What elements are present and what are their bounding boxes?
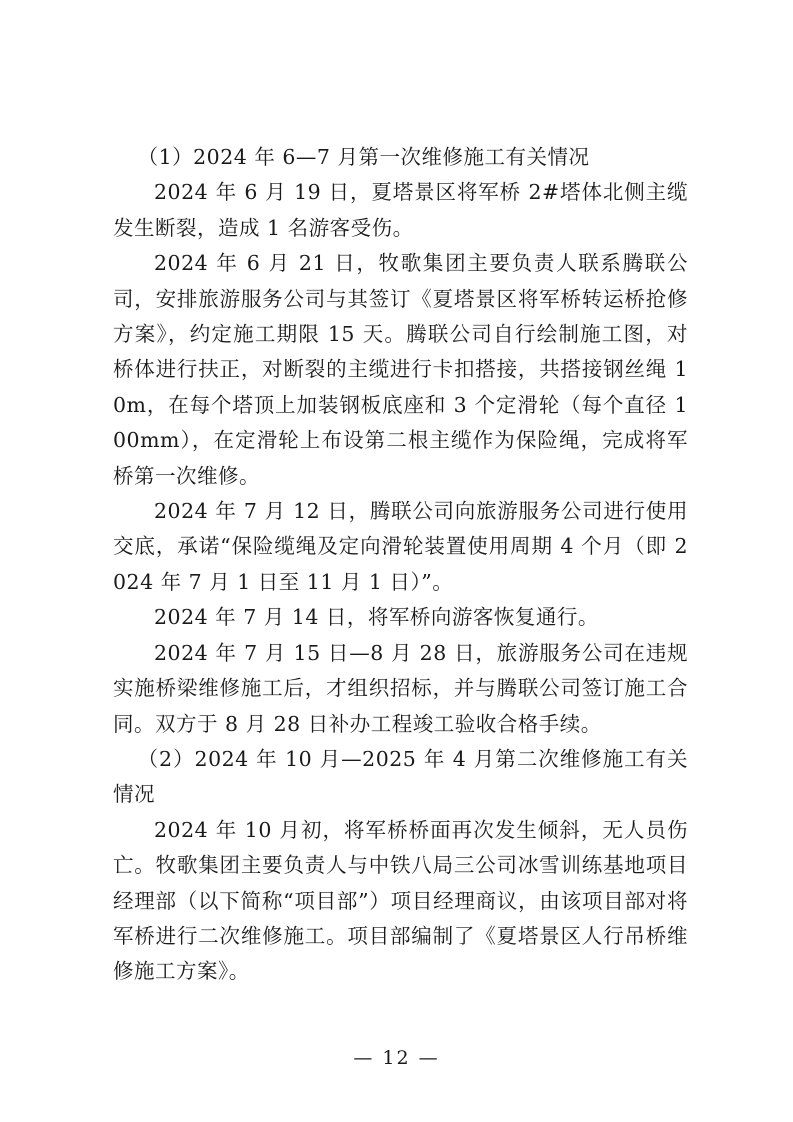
document-body [113, 140, 688, 990]
section-heading-1: （1）2024 年 6—7 月第一次维修施工有关情况 [137, 145, 590, 169]
section-heading-2: （2）2024 年 10 月—2025 年 4 月第二次维修施工有关情况 [113, 746, 688, 807]
body-paragraph: 2024 年 6 月 21 日，牧歌集团主要负责人联系腾联公司，安排旅游服务公司与其签订《夏塔景区将军桥转运桥抢修方案》，约定施工期限 15 天。腾联公司自行绘制施工图，对桥体进行扶正，对断裂的主缆进行卡扣搭接，共搭接钢丝绳 10m，在每个塔顶上加装钢板底座和 3 个定滑轮（每个直径 100mm），在定滑轮上布设第二根主缆作为保险绳，完成将军桥第一次维修。 [113, 251, 688, 488]
body-paragraph: 2024 年 7 月 12 日，腾联公司向旅游服务公司进行使用交底，承诺“保险缆绳及定向滑轮装置使用周期 4 个月（即 2024 年 7 月 1 日至 11 月 1 日）”。 [113, 499, 688, 594]
page-number: — 12 — [353, 1047, 440, 1069]
body-paragraph: 2024 年 7 月 15 日—8 月 28 日，旅游服务公司在违规实施桥梁维修施工后，才组织招标，并与腾联公司签订施工合同。双方于 8 月 28 日补办工程竣工验收合格手续。 [113, 640, 688, 736]
body-paragraph: 2024 年 6 月 19 日，夏塔景区将军桥 2#塔体北侧主缆发生断裂，造成 1 名游客受伤。 [113, 180, 688, 240]
body-paragraph: 2024 年 7 月 14 日，将军桥向游客恢复通行。 [154, 605, 599, 630]
body-paragraph: 2024 年 10 月初，将军桥桥面再次发生倾斜，无人员伤亡。牧歌集团主要负责人与中铁八局三公司冰雪训练基地项目经理部（以下简称“项目部”）项目经理商议，由该项目部对将军桥进行二次维修施工。项目部编制了《夏塔景区人行吊桥维修施工方案》。 [113, 817, 688, 984]
